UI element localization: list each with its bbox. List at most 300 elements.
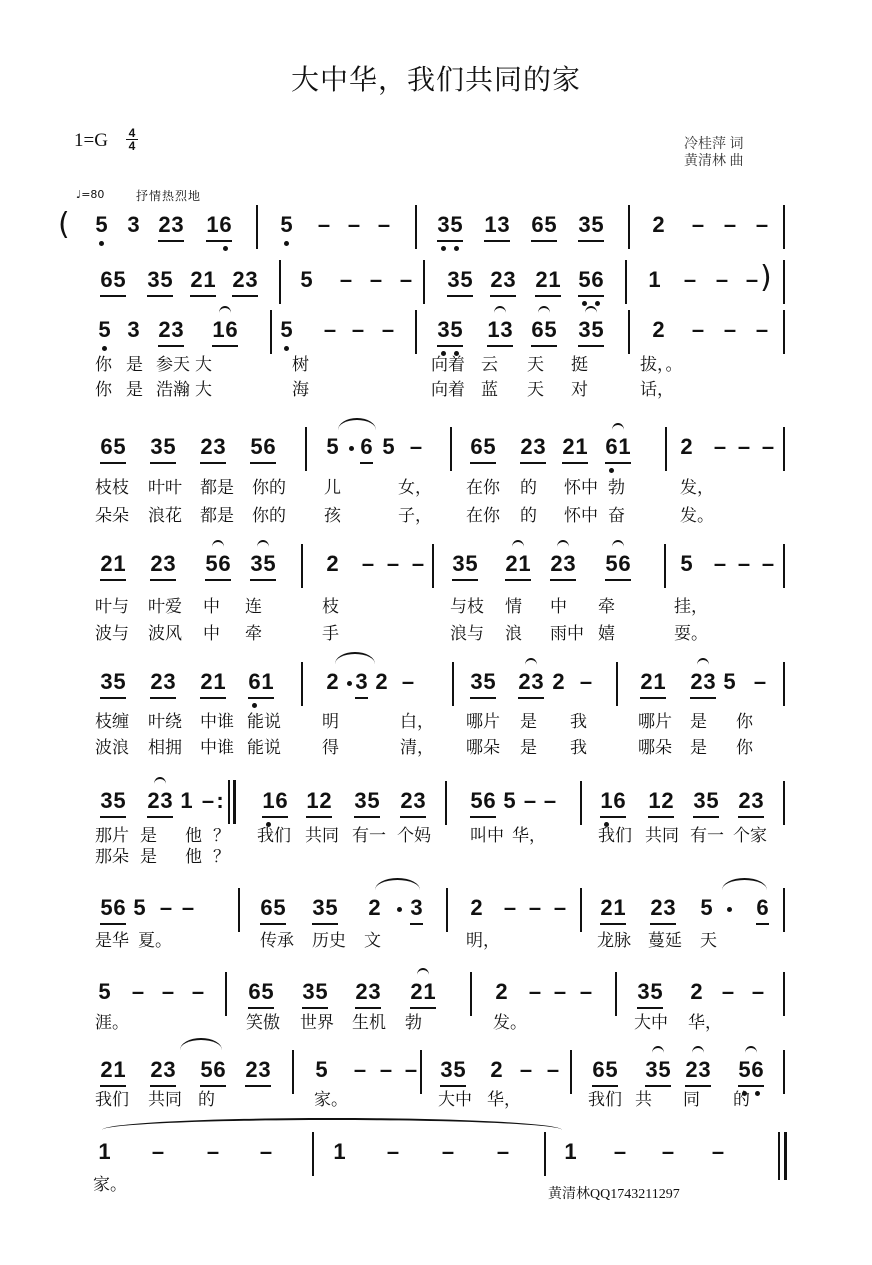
lyric: 历史	[312, 931, 346, 951]
barline	[415, 310, 417, 354]
note: 5	[382, 434, 395, 459]
dash: –	[441, 1139, 455, 1164]
dash: –	[191, 979, 205, 1004]
note: 6	[213, 1057, 226, 1082]
beam-underline	[690, 697, 716, 699]
barline	[664, 544, 666, 588]
slur-mark	[697, 658, 709, 665]
lyric: 枝枝	[95, 478, 129, 498]
beam-underline	[470, 462, 496, 464]
key-signature: 1=G	[74, 130, 108, 151]
note: 2	[562, 434, 575, 459]
beam-underline	[232, 295, 258, 297]
barline	[783, 781, 785, 825]
slur-mark	[652, 1046, 664, 1053]
lyric: 我们	[95, 1090, 129, 1110]
dash: –	[181, 895, 195, 920]
note: 3	[245, 267, 258, 292]
barline	[628, 205, 630, 249]
barline	[616, 662, 618, 706]
barline	[470, 972, 472, 1016]
dash: –	[745, 267, 759, 292]
beam-underline	[484, 240, 510, 242]
lyric: 孩	[324, 506, 341, 526]
beam-underline	[685, 1085, 711, 1087]
lyric: 怀中	[564, 478, 598, 498]
lyric: 嬉	[598, 624, 615, 644]
lyric: 枝缠	[95, 712, 129, 732]
dash: –	[723, 317, 737, 342]
dash: –	[723, 212, 737, 237]
beam-underline	[437, 240, 463, 242]
note: 1	[262, 788, 275, 813]
beam-underline	[605, 462, 631, 464]
note: 5	[723, 669, 736, 694]
lyric: 天	[527, 380, 544, 400]
lyric: 华，	[512, 826, 546, 846]
low-octave-dot	[441, 246, 446, 251]
lyric: 叫中	[470, 826, 504, 846]
dash: –	[159, 895, 173, 920]
low-octave-dot	[284, 241, 289, 246]
barline	[628, 310, 630, 354]
barline	[625, 260, 627, 304]
beam-underline	[205, 579, 231, 581]
dash: –	[347, 212, 361, 237]
beam-underline	[248, 1007, 274, 1009]
low-octave-dot	[454, 246, 459, 251]
note: 2	[355, 979, 368, 1004]
note: 6	[263, 434, 276, 459]
lyric: 明，	[466, 931, 500, 951]
note: 2	[319, 788, 332, 813]
beam-underline	[200, 697, 226, 699]
note: 1	[548, 267, 561, 292]
lyric: 是	[126, 380, 143, 400]
dash: –	[377, 212, 391, 237]
note: 3	[171, 212, 184, 237]
note: 3	[533, 434, 546, 459]
lyric: 你	[736, 712, 753, 732]
barline	[580, 888, 582, 932]
augmentation-dot	[347, 681, 352, 686]
beam-underline	[100, 1085, 126, 1087]
composer-credit: 黄清林 曲	[684, 154, 744, 169]
note: 3	[578, 212, 591, 237]
beam-underline	[200, 462, 226, 464]
note: 2	[520, 434, 533, 459]
beam-underline	[505, 579, 531, 581]
barline	[544, 1132, 546, 1176]
note: 5	[460, 267, 473, 292]
note: 1	[487, 317, 500, 342]
note: 1	[113, 551, 126, 576]
note: 5	[98, 979, 111, 1004]
note: 5	[261, 979, 274, 1004]
note: 5	[605, 1057, 618, 1082]
note: 2	[368, 895, 381, 920]
dash: –	[713, 434, 727, 459]
note: 3	[127, 212, 140, 237]
time-signature-top: 4	[128, 126, 136, 140]
lyric: 大	[195, 380, 212, 400]
beam-underline	[578, 240, 604, 242]
dash: –	[751, 979, 765, 1004]
lyric: 树	[292, 355, 309, 375]
note: 2	[200, 434, 213, 459]
lyric: 大中	[438, 1090, 472, 1110]
note: 6	[360, 434, 373, 459]
beam-underline	[531, 345, 557, 347]
beam-underline	[354, 816, 380, 818]
note: 2	[150, 669, 163, 694]
dash: –	[761, 434, 775, 459]
note: 3	[150, 434, 163, 459]
beam-underline	[756, 923, 769, 925]
note: 6	[225, 317, 238, 342]
lyric: 在你	[466, 478, 500, 498]
lyric: 是	[140, 847, 157, 867]
lyric: 的	[520, 506, 537, 526]
lyric: 我们	[598, 826, 632, 846]
lyric: 世界	[300, 1013, 334, 1033]
dash: –	[411, 551, 425, 576]
lyric: 我们	[257, 826, 291, 846]
lyric: 牵	[598, 597, 615, 617]
beam-underline	[531, 240, 557, 242]
lyric: 对	[571, 380, 588, 400]
note: 2	[661, 788, 674, 813]
lyric: 相拥	[148, 738, 182, 758]
note: 5	[658, 1057, 671, 1082]
augmentation-dot	[349, 446, 354, 451]
lyric: 明	[322, 712, 339, 732]
lyric: 共同	[305, 826, 339, 846]
beam-underline	[470, 697, 496, 699]
beam-underline	[100, 462, 126, 464]
note: 6	[483, 788, 496, 813]
note: 3	[751, 788, 764, 813]
note: 5	[250, 434, 263, 459]
note: 2	[158, 317, 171, 342]
beam-underline	[518, 697, 544, 699]
lyric: 有一	[690, 826, 724, 846]
barline	[783, 205, 785, 249]
note: 1	[212, 317, 225, 342]
note: 5	[453, 1057, 466, 1082]
lyric: 哪朵	[638, 738, 672, 758]
note: 1	[180, 788, 193, 813]
note: 2	[200, 669, 213, 694]
dash: –	[151, 1139, 165, 1164]
lyric: 蔓延	[648, 931, 682, 951]
final-bar-thin	[778, 1132, 780, 1180]
note: 5	[367, 788, 380, 813]
low-octave-dot	[102, 346, 107, 351]
beam-underline	[150, 1085, 176, 1087]
beam-underline	[260, 923, 286, 925]
dash: –	[579, 669, 593, 694]
beam-underline	[355, 1007, 381, 1009]
close-parenthesis: )	[760, 260, 772, 295]
barline	[270, 310, 272, 354]
beam-underline	[637, 1007, 663, 1009]
lyric: 有一	[352, 826, 386, 846]
note: 6	[113, 895, 126, 920]
lyric: 在你	[466, 506, 500, 526]
barline	[783, 544, 785, 588]
beam-underline	[190, 295, 216, 297]
beam-underline	[645, 1085, 671, 1087]
note: 2	[552, 669, 565, 694]
note: 2	[652, 212, 665, 237]
note: 1	[261, 669, 274, 694]
lyric: 大	[195, 355, 212, 375]
lyric: 发。	[493, 1013, 527, 1033]
beam-underline	[355, 697, 368, 699]
note: 2	[245, 1057, 258, 1082]
lyric: 波浪	[95, 738, 129, 758]
lyric: 华，	[688, 1013, 722, 1033]
beam-underline	[693, 816, 719, 818]
lyric: 是华	[95, 931, 129, 951]
beam-underline	[440, 1085, 466, 1087]
beam-underline	[100, 579, 126, 581]
note: 2	[650, 895, 663, 920]
lyric: 与枝	[450, 597, 484, 617]
beam-underline	[437, 345, 463, 347]
barline	[783, 1050, 785, 1094]
lyric: ？	[213, 826, 230, 846]
lyric: 拔，。	[640, 355, 683, 375]
lyric: 是	[520, 738, 537, 758]
beam-underline	[600, 923, 626, 925]
barline	[312, 1132, 314, 1176]
beam-underline	[100, 816, 126, 818]
note: 6	[592, 1057, 605, 1082]
time-signature-bottom: 4	[126, 139, 138, 152]
lyric: 浪花	[148, 506, 182, 526]
lyric: 是	[690, 712, 707, 732]
lyric: 勃	[405, 1013, 422, 1033]
barline	[615, 972, 617, 1016]
slur-arc	[722, 878, 767, 890]
barline	[783, 260, 785, 304]
note: 1	[98, 1139, 111, 1164]
note: 6	[756, 895, 769, 920]
lyric: 情	[505, 597, 522, 617]
dash: –	[711, 1139, 725, 1164]
beam-underline	[200, 1085, 226, 1087]
lyric: 是	[690, 738, 707, 758]
lyric: 手	[322, 624, 339, 644]
note: 5	[280, 212, 293, 237]
beam-underline	[578, 345, 604, 347]
slur-mark	[525, 658, 537, 665]
barline	[452, 662, 454, 706]
beam-underline	[147, 295, 173, 297]
dash: –	[737, 434, 751, 459]
note: 3	[163, 551, 176, 576]
dash: –	[737, 551, 751, 576]
low-octave-dot	[609, 468, 614, 473]
note: 5	[315, 1057, 328, 1082]
lyric: 天	[527, 355, 544, 375]
note: 6	[248, 669, 261, 694]
note: 6	[100, 267, 113, 292]
dash: –	[386, 1139, 400, 1164]
note: 1	[203, 267, 216, 292]
credits	[684, 136, 744, 170]
note: 6	[218, 551, 231, 576]
dash: –	[713, 551, 727, 576]
note: 2	[232, 267, 245, 292]
dash: –	[503, 895, 517, 920]
lyric: 能说	[247, 738, 281, 758]
beam-underline	[312, 923, 338, 925]
barline	[301, 662, 303, 706]
note: 6	[618, 551, 631, 576]
note: 2	[100, 1057, 113, 1082]
dash: –	[755, 317, 769, 342]
lyric: 都是	[200, 506, 234, 526]
barline	[256, 205, 258, 249]
note: 1	[600, 788, 613, 813]
note: 6	[531, 212, 544, 237]
barline	[238, 888, 240, 932]
lyric: 共	[635, 1090, 652, 1110]
lyric: 天	[700, 931, 717, 951]
barline	[446, 888, 448, 932]
final-repeat-bar-thin	[228, 780, 230, 824]
note: 5	[680, 551, 693, 576]
note: 3	[160, 788, 173, 813]
note: 5	[113, 788, 126, 813]
note: 2	[518, 669, 531, 694]
lyric: 海	[292, 380, 309, 400]
beam-underline	[262, 816, 288, 818]
lyric: 那朵	[95, 847, 129, 867]
note: 2	[680, 434, 693, 459]
note: 1	[213, 669, 226, 694]
open-parenthesis: (	[58, 207, 70, 242]
lyric: 朵朵	[95, 506, 129, 526]
note: 3	[437, 212, 450, 237]
beam-underline	[520, 462, 546, 464]
note: 5	[605, 551, 618, 576]
lyric: 夏。	[138, 931, 172, 951]
beam-underline	[250, 462, 276, 464]
note: 3	[127, 317, 140, 342]
note: 5	[650, 979, 663, 1004]
augmentation-dot	[727, 907, 732, 912]
lyric: 哪片	[466, 712, 500, 732]
note: 2	[190, 267, 203, 292]
note: 6	[470, 434, 483, 459]
beam-underline	[410, 923, 423, 925]
dash: –	[201, 788, 215, 813]
barline	[450, 427, 452, 471]
dash: –	[715, 267, 729, 292]
note: 3	[703, 669, 716, 694]
note: 3	[563, 551, 576, 576]
note: 2	[600, 895, 613, 920]
lyric: 勃	[608, 478, 625, 498]
beam-underline	[100, 697, 126, 699]
note: 2	[410, 979, 423, 1004]
note: 2	[400, 788, 413, 813]
note: 1	[648, 788, 661, 813]
lyric: 共同	[148, 1090, 182, 1110]
dash: –	[753, 669, 767, 694]
dash: –	[553, 895, 567, 920]
note: 6	[219, 212, 232, 237]
barline	[432, 544, 434, 588]
lyric: 文	[364, 931, 381, 951]
beam-underline	[150, 697, 176, 699]
lyric: 大中	[634, 1013, 668, 1033]
note: 3	[100, 788, 113, 813]
note: 6	[531, 317, 544, 342]
note: 3	[437, 317, 450, 342]
note: 1	[113, 1057, 126, 1082]
dash: –	[721, 979, 735, 1004]
dash: –	[613, 1139, 627, 1164]
lyric: 中	[203, 597, 220, 617]
note: 5	[326, 434, 339, 459]
lyric: 挂，	[674, 597, 708, 617]
lyric: 你的	[252, 478, 286, 498]
beam-underline	[650, 923, 676, 925]
note: 6	[100, 434, 113, 459]
lyricist-credit: 冷桂萍 词	[684, 137, 744, 152]
lyric: 叶叶	[148, 478, 182, 498]
tempo-marking: ♩=80	[76, 188, 105, 201]
lyric: 笑傲	[246, 1013, 280, 1033]
lyric: 是	[520, 712, 537, 732]
note: 2	[326, 669, 339, 694]
note: 3	[497, 212, 510, 237]
barline	[420, 1050, 422, 1094]
note: 1	[306, 788, 319, 813]
beam-underline	[158, 345, 184, 347]
lyric: 家。	[93, 1175, 127, 1195]
note: 1	[653, 669, 666, 694]
lyric: 涯。	[95, 1013, 129, 1033]
dash: –	[761, 551, 775, 576]
note: 3	[355, 669, 368, 694]
lyric: 女，	[398, 478, 432, 498]
note: 3	[500, 317, 513, 342]
note: 5	[470, 788, 483, 813]
barline	[783, 972, 785, 1016]
final-bar-thick	[784, 1132, 787, 1180]
slur-arc	[338, 418, 376, 430]
note: 5	[578, 267, 591, 292]
note: 5	[100, 895, 113, 920]
barline	[225, 972, 227, 1016]
note: 2	[375, 669, 388, 694]
barline	[415, 205, 417, 249]
note: 2	[738, 788, 751, 813]
dash: –	[404, 1057, 418, 1082]
beam-underline	[100, 295, 126, 297]
lyric: 家。	[314, 1090, 348, 1110]
lyric: 的	[520, 478, 537, 498]
note: 3	[693, 788, 706, 813]
beam-underline	[150, 579, 176, 581]
note: 2	[470, 895, 483, 920]
